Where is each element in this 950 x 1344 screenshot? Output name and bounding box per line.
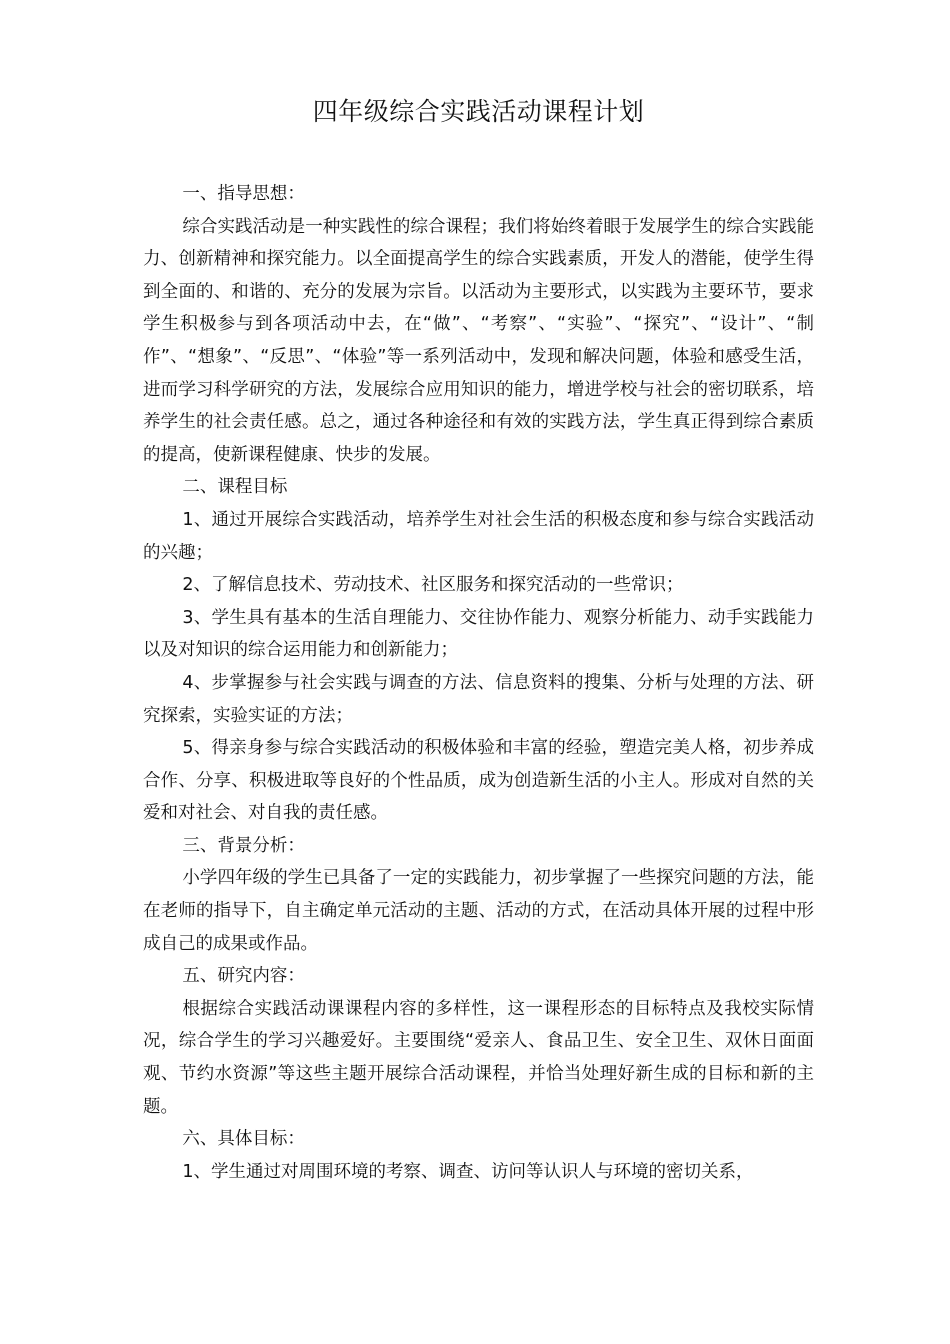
heading-research-content: 五、研究内容： bbox=[182, 966, 305, 987]
goal-item-3: 3、学生具有基本的生活自理能力、交往协作能力、观察分析能力、动手实践能力以及对知识的综合运用能力和创新能力； bbox=[143, 607, 814, 661]
document-title: 四年级综合实践活动课程计划 bbox=[312, 97, 645, 126]
document-body bbox=[143, 178, 814, 1188]
paragraph-research-content: 根据综合实践活动课课程内容的多样性，这一课程形态的目标特点及我校实际情况，综合学生的学习兴趣爱好。主要围绕“爱亲人、食品卫生、安全卫生、双休日面面观、节约水资源”等这些主题开展综合活动课程，并恰当处理好新生成的目标和新的主题。 bbox=[143, 998, 814, 1117]
specific-goal-item-1: 1、学生通过对周围环境的考察、调查、访问等认识人与环境的密切关系， bbox=[182, 1161, 754, 1182]
goal-item-2: 2、了解信息技术、劳动技术、社区服务和探究活动的一些常识； bbox=[182, 575, 684, 596]
heading-course-goals: 二、课程目标 bbox=[182, 477, 288, 498]
paragraph-guiding-ideology: 综合实践活动是一种实践性的综合课程；我们将始终着眼于发展学生的综合实践能力、创新精神和探究能力。以全面提高学生的综合实践素质，开发人的潜能，使学生得到全面的、和谐的、充分的发展为宗旨。以活动为主要形式，以实践为主要环节，要求学生积极参与到各项活动中去，在“做”、“考察”、“实验”、“探究”、“设计”、“制作”、“想象”、“反思”、“体验”等一系列活动中，发现和解决问题，体验和感受生活，进而学习科学研究的方法，发展综合应用知识的能力，增进学校与社会的密切联系，培养学生的社会责任感。总之，通过各种途径和有效的实践方法，学生真正得到综合素质的提高，使新课程健康、快步的发展。 bbox=[143, 216, 814, 465]
heading-specific-goals: 六、具体目标： bbox=[182, 1129, 305, 1150]
heading-guiding-ideology: 一、指导思想： bbox=[182, 184, 305, 204]
paragraph-background-analysis: 小学四年级的学生已具备了一定的实践能力，初步掌握了一些探究问题的方法，能在老师的指导下，自主确定单元活动的主题、活动的方式，在活动具体开展的过程中形成自己的成果或作品。 bbox=[143, 868, 814, 954]
goal-item-1: 1、通过开展综合实践活动，培养学生对社会生活的积极态度和参与综合实践活动的兴趣； bbox=[143, 509, 814, 563]
goal-item-5: 5、得亲身参与综合实践活动的积极体验和丰富的经验，塑造完美人格，初步养成合作、分享、积极进取等良好的个性品质，成为创造新生活的小主人。形成对自然的关爱和对社会、对自我的责任感。 bbox=[143, 738, 814, 824]
goal-item-4: 4、步掌握参与社会实践与调查的方法、信息资料的搜集、分析与处理的方法、研究探索，实验实证的方法； bbox=[143, 672, 814, 726]
heading-background-analysis: 三、背景分析： bbox=[182, 835, 305, 856]
